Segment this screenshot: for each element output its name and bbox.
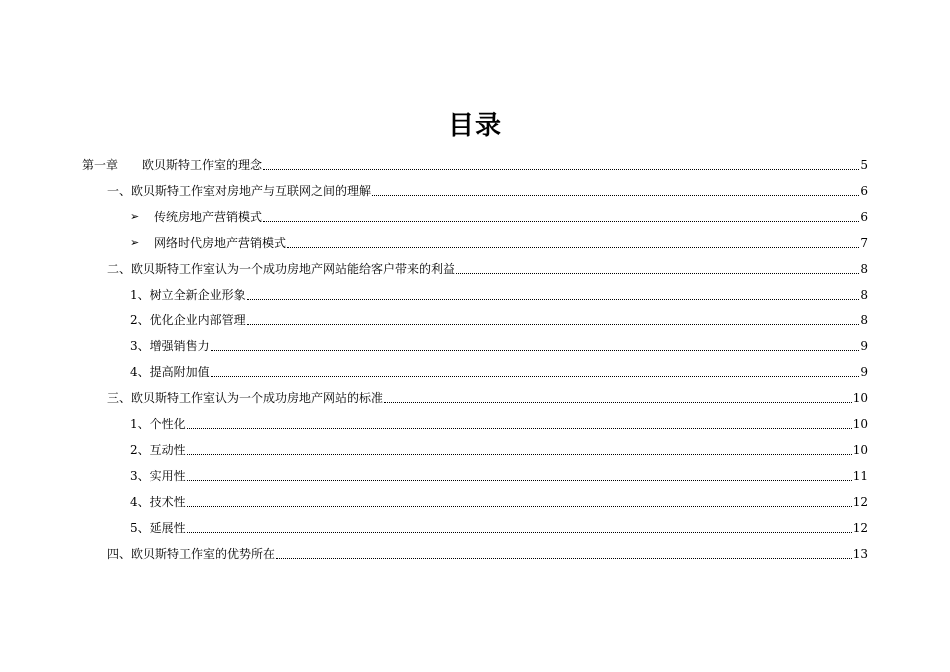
toc-entry[interactable] (130, 440, 868, 458)
dot-leader (187, 428, 852, 429)
toc-entry[interactable] (130, 233, 868, 251)
toc-entry-number: 1、 (130, 417, 150, 431)
toc-entry-number: 4、 (130, 495, 150, 509)
toc-entry-number: 4、 (130, 365, 150, 379)
toc-entry-page-number: 12 (852, 495, 868, 509)
toc-entry-page-number: 6 (860, 210, 868, 224)
toc-entry-title: 欧贝斯特工作室认为一个成功房地产网站的标准 (131, 391, 384, 405)
toc-entry-number: 二、 (107, 262, 132, 276)
dot-leader (372, 195, 859, 196)
toc-entry-title: 欧贝斯特工作室的理念 (142, 158, 263, 172)
toc-entry[interactable] (107, 181, 868, 199)
toc-entry-page-number: 11 (852, 469, 868, 483)
dot-leader (187, 454, 852, 455)
dot-leader (263, 169, 859, 170)
toc-entry-page-number: 5 (860, 158, 868, 172)
toc-entry-number: 2、 (130, 443, 150, 457)
dot-leader (276, 558, 852, 559)
toc-entry-page-number: 9 (860, 365, 868, 379)
toc-entry-title: 欧贝斯特工作室认为一个成功房地产网站能给客户带来的利益 (131, 262, 456, 276)
toc-entry-number: 2、 (130, 313, 150, 327)
toc-entry-title: 互动性 (149, 443, 186, 457)
page-title: 目录 (447, 111, 502, 141)
dot-leader (247, 299, 860, 300)
toc-entry-title: 网络时代房地产营销模式 (154, 236, 287, 250)
dot-leader (187, 480, 852, 481)
toc-entry-number: 5、 (130, 521, 150, 535)
toc-entry-title: 欧贝斯特工作室的优势所在 (131, 547, 276, 561)
toc-entry-title: 树立全新企业形象 (149, 288, 246, 302)
toc-entry-number: 3、 (130, 339, 150, 353)
toc-entry-number: 三、 (107, 391, 132, 405)
toc-entry[interactable] (107, 259, 868, 277)
toc-entry-page-number: 12 (852, 521, 868, 535)
toc-entry-page-number: 8 (860, 313, 868, 327)
toc-entry-page-number: 10 (852, 417, 868, 431)
dot-leader (247, 324, 860, 325)
dot-leader (187, 506, 852, 507)
toc-entry-page-number: 10 (852, 443, 868, 457)
toc-entry-number: 3、 (130, 469, 150, 483)
toc-entry-title: 提高附加值 (149, 365, 210, 379)
toc-entry-title: 优化企业内部管理 (149, 313, 246, 327)
toc-entry-title: 传统房地产营销模式 (154, 210, 263, 224)
toc-entry[interactable] (130, 207, 868, 225)
toc-entry[interactable] (130, 362, 868, 380)
toc-entry[interactable] (82, 155, 868, 173)
dot-leader (287, 247, 859, 248)
toc-entry[interactable] (107, 544, 868, 562)
toc-entry[interactable] (107, 388, 868, 406)
toc-entry-page-number: 8 (860, 262, 868, 276)
toc-entry-page-number: 8 (860, 288, 868, 302)
arrow-bullet-icon: ➢ (130, 210, 140, 223)
toc-entry-number: 四、 (107, 547, 132, 561)
toc-entry-title: 欧贝斯特工作室对房地产与互联网之间的理解 (131, 184, 372, 198)
dot-leader (211, 350, 860, 351)
dot-leader (384, 402, 852, 403)
dot-leader (456, 273, 859, 274)
toc-entry-title: 技术性 (149, 495, 186, 509)
toc-entry-number: 一、 (107, 184, 132, 198)
toc-entry-number: 1、 (130, 288, 150, 302)
toc-entry[interactable] (130, 285, 868, 303)
arrow-bullet-icon: ➢ (130, 236, 140, 249)
toc-entry-title: 实用性 (149, 469, 186, 483)
toc-entry-page-number: 9 (860, 339, 868, 353)
toc-entry-page-number: 10 (852, 391, 868, 405)
toc-entry-page-number: 6 (860, 184, 868, 198)
toc-entry-title: 延展性 (149, 521, 186, 535)
dot-leader (263, 221, 859, 222)
toc-entry-title: 增强销售力 (149, 339, 210, 353)
toc-entry-page-number: 7 (860, 236, 868, 250)
dot-leader (187, 532, 852, 533)
toc-entry[interactable] (130, 414, 868, 432)
toc-entry-number: 第一章 (82, 158, 143, 172)
toc-entry[interactable] (130, 336, 868, 354)
toc-entry-title: 个性化 (149, 417, 186, 431)
toc-entry[interactable] (130, 492, 868, 510)
toc-entry[interactable] (130, 310, 868, 328)
dot-leader (211, 376, 860, 377)
toc-entry-page-number: 13 (852, 547, 868, 561)
toc-entry[interactable] (130, 518, 868, 536)
toc-entry[interactable] (130, 466, 868, 484)
